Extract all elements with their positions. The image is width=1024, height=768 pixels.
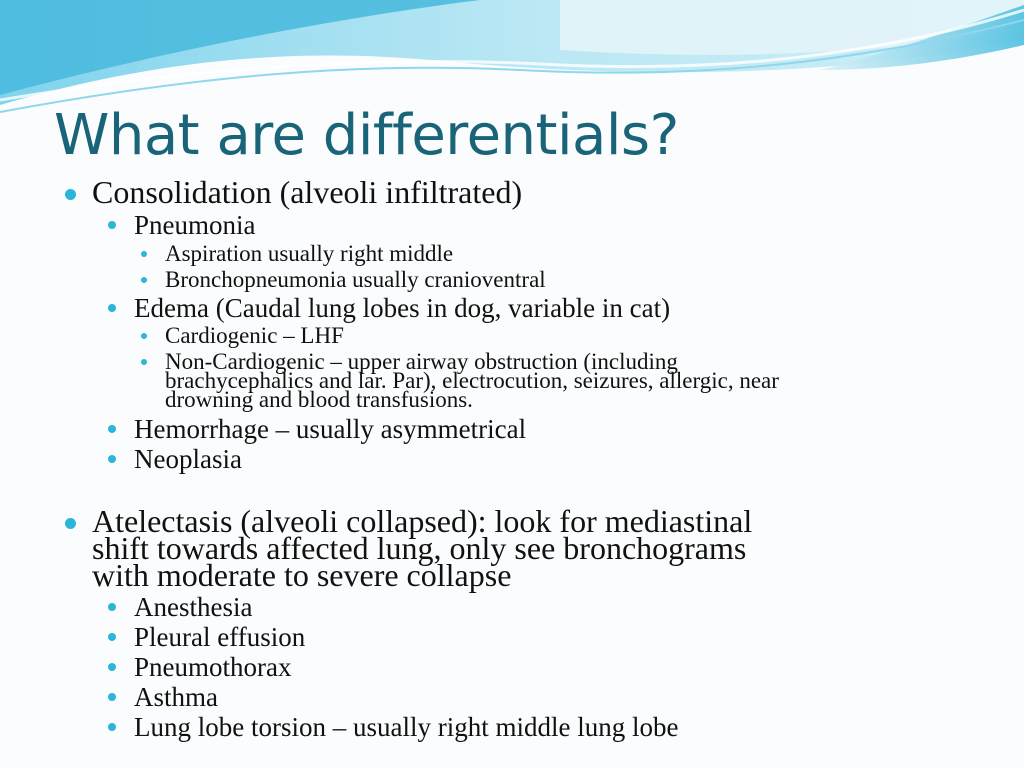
bullet-icon [141,251,147,257]
list-item-text: Aspiration usually right middle [165,241,454,266]
list-item-pneumonia [134,210,256,240]
list-item-text: Edema (Caudal lung lobes in dog, variable in cat) [134,293,671,323]
bullet-icon [65,518,76,529]
list-item-text-line-3: drowning and blood transfusions. [165,387,473,412]
bullet-icon [108,663,116,671]
list-item-aspiration [165,241,454,266]
bullet-icon [65,189,76,200]
list-item-hemorrhage [134,414,526,444]
list-item-text: Bronchopneumonia usually cranioventral [165,267,546,292]
bullet-icon [141,277,147,283]
list-item-text: Consolidation (alveoli infiltrated) [92,174,523,210]
bullet-icon [108,425,116,433]
list-item-text: Lung lobe torsion – usually right middle lung lobe [134,712,679,742]
bullet-icon [141,333,147,339]
bullet-icon [108,723,116,731]
list-item-text: Hemorrhage – usually asymmetrical [134,414,527,444]
list-item-text: Cardiogenic – LHF [165,323,344,348]
list-item-anesthesia [134,592,252,622]
list-item-text-line-1: Atelectasis (alveoli collapsed): look for mediastinal [92,503,753,539]
list-item-cardiogenic [165,323,344,348]
bullet-icon [108,693,116,701]
list-item-text: Anesthesia [134,592,253,622]
list-item-text: Pneumothorax [134,652,292,682]
list-item-atelectasis [92,503,753,593]
list-item-lung-lobe-torsion [134,712,678,742]
list-item-edema [134,293,670,323]
list-item-text-line-2: brachycephalics and lar. Par), electrocution, seizures, allergic, near [165,368,779,393]
list-item-non-cardiogenic [165,349,779,412]
list-item-pleural-effusion [134,622,305,652]
list-item-text-line-2: shift towards affected lung, only see bronchograms [92,530,747,566]
list-item-text: Pneumonia [134,210,256,240]
list-item-bronchopneumonia [165,267,546,292]
bullet-icon [108,633,116,641]
list-item-neoplasia [134,444,242,474]
bullet-icon [108,603,116,611]
list-item-pneumothorax [134,652,291,682]
list-item-text-line-1: Non-Cardiogenic – upper airway obstruction (including [165,349,678,374]
list-item-text: Pleural effusion [134,622,306,652]
list-item-consolidation [92,174,523,210]
slide-title: What are differentials? [54,103,679,168]
bullet-icon [108,455,116,463]
list-item-asthma [134,682,218,712]
list-item-text: Neoplasia [134,444,242,474]
bullet-icon [141,359,147,365]
list-item-text: Asthma [134,682,218,712]
bullet-icon [108,304,116,312]
list-item-text-line-3: with moderate to severe collapse [92,557,512,593]
bullet-icon [108,221,116,229]
